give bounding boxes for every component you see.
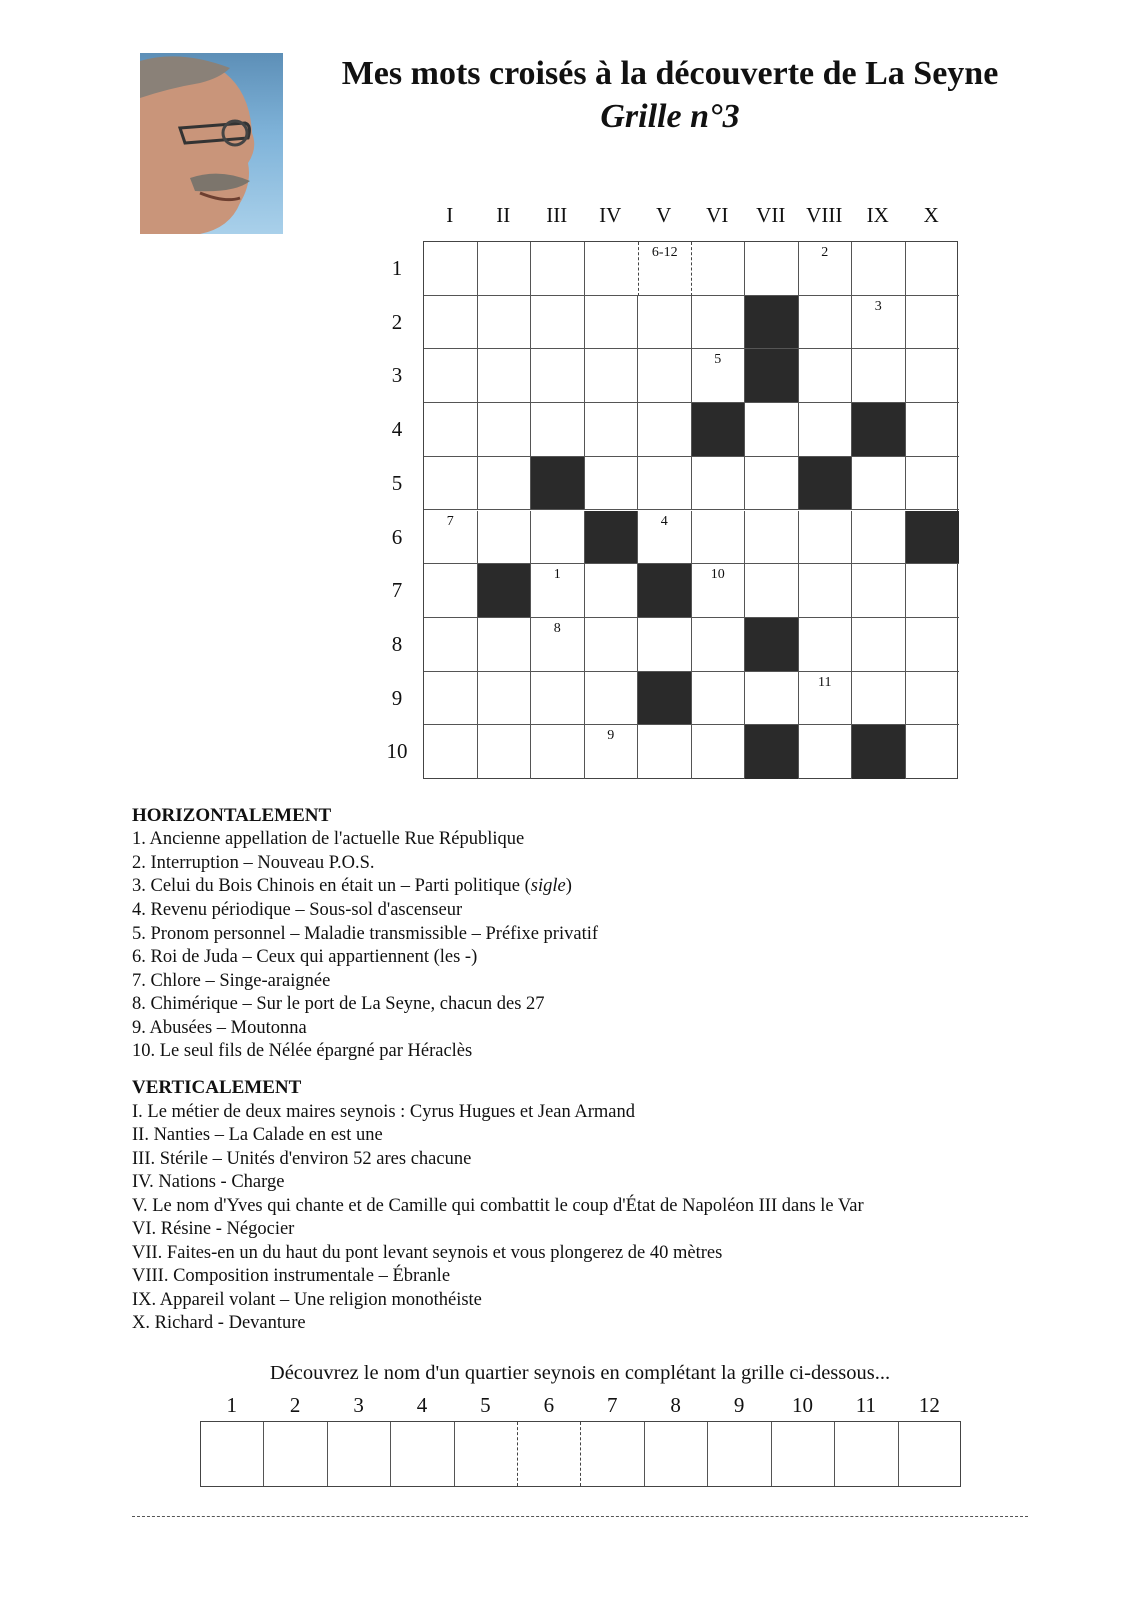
horizontal-heading: HORIZONTALEMENT	[132, 805, 332, 826]
grid-cell[interactable]	[692, 725, 746, 779]
row-header-7: 7	[391, 578, 403, 603]
grid-cell[interactable]	[478, 725, 532, 779]
grid-cell[interactable]	[638, 725, 692, 779]
grid-cell[interactable]	[692, 349, 746, 403]
grid-cell[interactable]	[424, 564, 478, 618]
grid-cell[interactable]	[852, 296, 906, 350]
clue-h-9: 9. Abusées – Moutonna	[132, 1018, 307, 1038]
clue-v-1: I. Le métier de deux maires seynois : Cyrus Hugues et Jean Armand	[132, 1102, 635, 1122]
grid-cell[interactable]	[745, 564, 799, 618]
grid-cell[interactable]	[585, 296, 639, 350]
grid-cell[interactable]	[745, 242, 799, 296]
black-cell	[906, 511, 960, 565]
grid-cell[interactable]	[745, 457, 799, 511]
answer-number-12: 12	[918, 1393, 940, 1417]
black-cell	[585, 511, 639, 565]
answer-number-11: 11	[855, 1393, 877, 1417]
grid-cell[interactable]	[478, 403, 532, 457]
grid-cell[interactable]	[799, 725, 853, 779]
grid-cell[interactable]	[638, 618, 692, 672]
grid-cell[interactable]	[906, 349, 960, 403]
grid-cell[interactable]	[638, 457, 692, 511]
cell-number-label: 4	[660, 513, 668, 529]
crossword-grid	[423, 241, 958, 779]
column-header-8: VIII	[806, 203, 843, 227]
column-header-5: V	[656, 203, 672, 227]
grid-cell[interactable]	[531, 403, 585, 457]
grid-cell[interactable]	[745, 403, 799, 457]
cell-number-label: 6-12	[651, 245, 678, 260]
answer-cell-3[interactable]	[328, 1422, 391, 1486]
black-cell	[478, 564, 532, 618]
clue-h-5: 5. Pronom personnel – Maladie transmissible – Préfixe privatif	[132, 924, 599, 944]
answer-cell-9[interactable]	[708, 1422, 771, 1486]
clue-v-8: VIII. Composition instrumentale – Ébranle	[132, 1266, 451, 1286]
cell-number-label: 7	[446, 513, 454, 529]
grid-cell[interactable]	[799, 296, 853, 350]
grid-cell[interactable]	[531, 242, 585, 296]
row-header-2: 2	[391, 309, 403, 334]
clue-h-6: 6. Roi de Juda – Ceux qui appartiennent (les -)	[132, 947, 478, 967]
answer-cell-11[interactable]	[835, 1422, 898, 1486]
grid-cell[interactable]	[852, 242, 906, 296]
clue-v-9: IX. Appareil volant – Une religion monothéiste	[132, 1290, 482, 1310]
vertical-heading: VERTICALEMENT	[132, 1077, 302, 1098]
grid-cell[interactable]	[424, 242, 478, 296]
page-subtitle: Grille n°3	[600, 98, 740, 135]
grid-cell[interactable]	[906, 296, 960, 350]
black-cell	[638, 564, 692, 618]
grid-cell[interactable]	[852, 564, 906, 618]
clue-v-7: VII. Faites-en un du haut du pont levant seynois et vous plongerez de 40 mètres	[132, 1243, 723, 1263]
grid-cell[interactable]	[692, 511, 746, 565]
column-header-1: I	[446, 203, 454, 227]
grid-cell[interactable]	[424, 725, 478, 779]
black-cell	[745, 618, 799, 672]
grid-cell[interactable]	[852, 618, 906, 672]
grid-cell[interactable]	[745, 672, 799, 726]
answer-cell-7[interactable]	[582, 1422, 645, 1486]
column-header-3: III	[546, 203, 568, 227]
grid-cell[interactable]	[906, 242, 960, 296]
grid-cell[interactable]	[799, 618, 853, 672]
clue-v-5: V. Le nom d'Yves qui chante et de Camille qui combattit le coup d'État de Napoléon III dans le Var	[132, 1196, 864, 1216]
answer-number-3: 3	[353, 1393, 364, 1417]
row-header-4: 4	[391, 417, 403, 442]
answer-number-8: 8	[670, 1393, 681, 1417]
cell-number-label: 3	[874, 298, 882, 314]
grid-cell[interactable]	[638, 511, 692, 565]
grid-cell[interactable]	[478, 672, 532, 726]
grid-cell[interactable]	[799, 511, 853, 565]
column-header-10: X	[923, 203, 939, 227]
clue-h-10: 10. Le seul fils de Nélée épargné par Héraclès	[132, 1041, 473, 1061]
answer-cell-4[interactable]	[391, 1422, 454, 1486]
page-title: Mes mots croisés à la découverte de La Seyne	[341, 55, 999, 92]
grid-cell[interactable]	[585, 672, 639, 726]
answer-cell-8[interactable]	[645, 1422, 708, 1486]
cell-number-label: 9	[607, 728, 615, 744]
black-cell	[531, 457, 585, 511]
column-header-7: VII	[756, 203, 786, 227]
answer-cell-2[interactable]	[264, 1422, 327, 1486]
row-header-5: 5	[391, 470, 403, 495]
grid-cell[interactable]	[852, 349, 906, 403]
grid-cell[interactable]	[799, 349, 853, 403]
grid-cell[interactable]	[478, 457, 532, 511]
grid-cell[interactable]	[531, 349, 585, 403]
grid-cell[interactable]	[585, 618, 639, 672]
black-cell	[852, 403, 906, 457]
grid-cell[interactable]	[638, 403, 692, 457]
answer-number-7: 7	[607, 1393, 618, 1417]
grid-cell[interactable]	[531, 296, 585, 350]
grid-cell[interactable]	[906, 457, 960, 511]
black-cell	[799, 457, 853, 511]
grid-cell[interactable]	[585, 349, 639, 403]
clue-h-7: 7. Chlore – Singe-araignée	[132, 971, 331, 991]
answer-number-2: 2	[289, 1393, 301, 1417]
grid-cell[interactable]	[906, 564, 960, 618]
clue-v-3: III. Stérile – Unités d'environ 52 ares chacune	[132, 1149, 472, 1169]
clue-v-6: VI. Résine - Négocier	[132, 1219, 295, 1239]
grid-cell[interactable]	[478, 511, 532, 565]
answer-number-5: 5	[480, 1393, 491, 1417]
cell-number-label: 8	[553, 620, 561, 636]
grid-cell[interactable]	[585, 242, 639, 296]
clue-h-2: 2. Interruption – Nouveau P.O.S.	[132, 853, 375, 873]
row-header-3: 3	[391, 363, 403, 388]
cell-number-label: 2	[821, 245, 829, 260]
clue-h-3-text: 3. Celui du Bois Chinois en était un – Parti politique (sigle)	[132, 876, 572, 896]
grid-cell[interactable]	[906, 725, 960, 779]
grid-cell[interactable]	[478, 296, 532, 350]
column-header-9: IX	[866, 203, 889, 227]
grid-cell[interactable]	[585, 725, 639, 779]
answer-cell-6[interactable]	[518, 1422, 581, 1486]
row-header-10: 10	[386, 739, 408, 764]
column-header-2: II	[496, 203, 511, 227]
black-cell	[692, 403, 746, 457]
grid-cell[interactable]	[531, 672, 585, 726]
black-cell	[745, 349, 799, 403]
grid-cell[interactable]	[852, 672, 906, 726]
grid-cell[interactable]	[852, 511, 906, 565]
footer-divider	[132, 1516, 1028, 1517]
answer-cell-10[interactable]	[772, 1422, 835, 1486]
grid-cell[interactable]	[585, 403, 639, 457]
answer-number-4: 4	[416, 1393, 428, 1417]
clue-h-8: 8. Chimérique – Sur le port de La Seyne, chacun des 27	[132, 994, 545, 1014]
grid-cell[interactable]	[799, 564, 853, 618]
grid-cell[interactable]	[585, 457, 639, 511]
row-header-9: 9	[391, 685, 403, 710]
grid-cell[interactable]	[424, 296, 478, 350]
grid-cell[interactable]	[692, 242, 746, 296]
grid-cell[interactable]	[906, 403, 960, 457]
clue-h-4: 4. Revenu périodique – Sous-sol d'ascenseur	[132, 900, 463, 920]
column-header-4: IV	[599, 203, 622, 227]
clue-h-3	[132, 876, 572, 897]
cell-number-label: 10	[710, 567, 725, 583]
grid-cell[interactable]	[424, 349, 478, 403]
answer-number-6: 6	[543, 1393, 555, 1417]
grid-cell[interactable]	[478, 242, 532, 296]
grid-cell[interactable]	[531, 564, 585, 618]
grid-cell[interactable]	[638, 296, 692, 350]
grid-cell[interactable]	[638, 349, 692, 403]
grid-cell[interactable]	[692, 457, 746, 511]
grid-cell[interactable]	[745, 511, 799, 565]
column-header-6: VI	[706, 203, 729, 227]
black-cell	[852, 725, 906, 779]
grid-cell[interactable]	[585, 564, 639, 618]
grid-cell[interactable]	[906, 672, 960, 726]
grid-cell[interactable]	[424, 457, 478, 511]
cell-number-label: 1	[553, 567, 561, 583]
grid-cell[interactable]	[478, 349, 532, 403]
black-cell	[745, 725, 799, 779]
grid-cell[interactable]	[424, 511, 478, 565]
cell-number-label: 11	[818, 674, 832, 690]
answer-cell-12[interactable]	[899, 1422, 962, 1486]
answer-grid	[200, 1421, 961, 1487]
black-cell	[745, 296, 799, 350]
black-cell	[638, 672, 692, 726]
grid-cell[interactable]	[906, 618, 960, 672]
answer-instruction: Découvrez le nom d'un quartier seynois en complétant la grille ci-dessous...	[269, 1362, 891, 1384]
grid-cell[interactable]	[531, 511, 585, 565]
answer-cell-1[interactable]	[201, 1422, 264, 1486]
grid-cell[interactable]	[692, 672, 746, 726]
row-header-1: 1	[391, 256, 403, 280]
grid-cell[interactable]	[692, 296, 746, 350]
grid-cell[interactable]	[531, 725, 585, 779]
grid-cell[interactable]	[424, 403, 478, 457]
grid-cell[interactable]	[852, 457, 906, 511]
answer-number-10: 10	[792, 1393, 813, 1417]
clue-v-4: IV. Nations - Charge	[132, 1172, 285, 1192]
grid-cell[interactable]	[799, 403, 853, 457]
answer-number-1: 1	[226, 1393, 237, 1417]
grid-cell[interactable]	[799, 672, 853, 726]
portrait-photo	[140, 53, 283, 234]
clue-v-2: II. Nanties – La Calade en est une	[132, 1125, 383, 1145]
grid-cell[interactable]	[424, 672, 478, 726]
grid-cell[interactable]	[424, 618, 478, 672]
cell-number-label: 5	[714, 352, 722, 368]
grid-cell[interactable]	[638, 242, 692, 296]
answer-number-9: 9	[733, 1393, 745, 1417]
grid-cell[interactable]	[799, 242, 853, 296]
row-header-6: 6	[391, 524, 403, 549]
grid-cell[interactable]	[692, 564, 746, 618]
grid-cell[interactable]	[478, 618, 532, 672]
grid-cell[interactable]	[531, 618, 585, 672]
clue-v-10: X. Richard - Devanture	[132, 1313, 306, 1333]
grid-cell[interactable]	[692, 618, 746, 672]
row-header-8: 8	[391, 631, 403, 656]
clue-h-1: 1. Ancienne appellation de l'actuelle Rue République	[132, 829, 525, 849]
answer-cell-5[interactable]	[455, 1422, 518, 1486]
